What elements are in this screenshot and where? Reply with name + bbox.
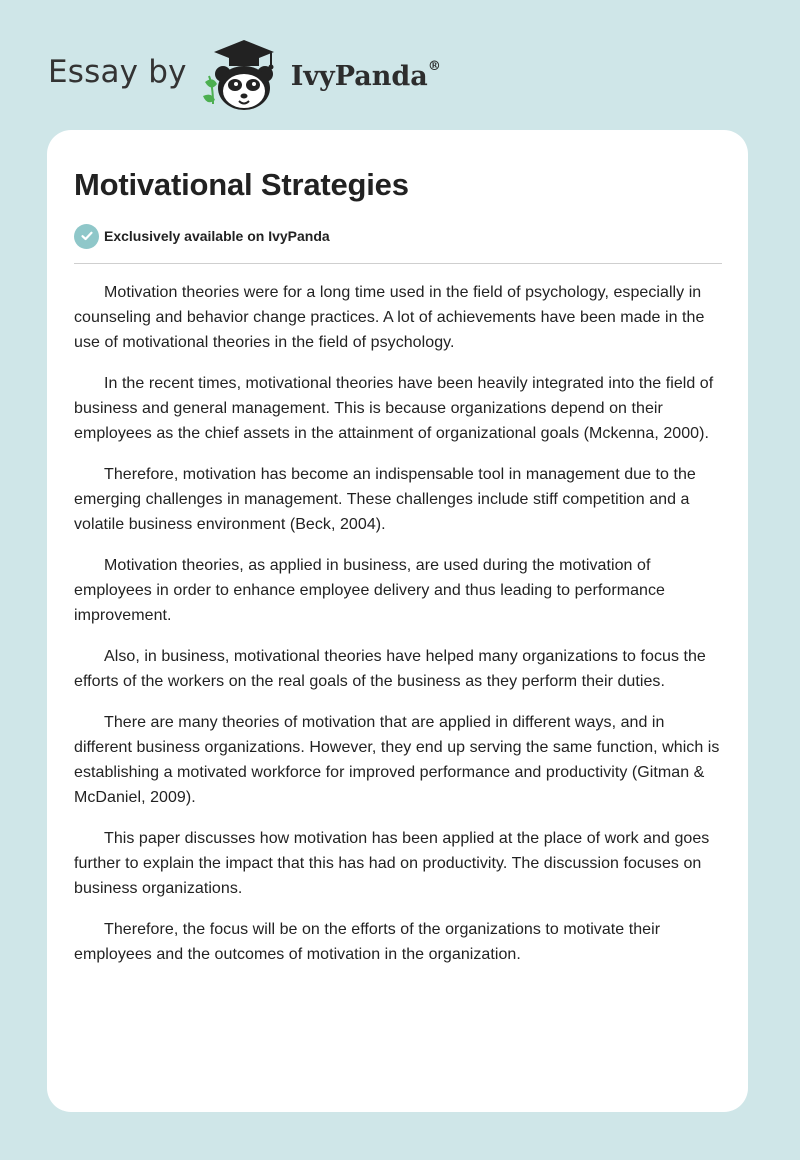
- exclusive-badge: [74, 222, 722, 250]
- trademark-symbol: ®: [427, 58, 441, 74]
- essay-body: [74, 280, 722, 967]
- essay-by-label: Essay by: [48, 54, 187, 90]
- paragraph: Therefore, motivation has become an indispensable tool in management due to the emerging challenges in management. These challenges include stiff competition and a volatile business environment (Beck, 2004).: [74, 466, 696, 533]
- check-icon: [74, 224, 99, 249]
- paragraph: Motivation theories were for a long time used in the field of psychology, especially in counseling and behavior change practices. A lot of achievements have been made in the use of motivational theories in the field of psychology.: [74, 284, 705, 351]
- panda-graduate-icon[interactable]: [199, 34, 289, 114]
- essay-card: [47, 130, 748, 1112]
- site-header: [48, 34, 441, 114]
- divider: [74, 263, 722, 264]
- brand-name[interactable]: IvyPanda®: [290, 58, 441, 92]
- paragraph: There are many theories of motivation that are applied in different ways, and in different business organizations. However, they end up serving the same function, which is establishing a motivated workforce for improved performance and productivity (Gitman & McDaniel, 2009).: [74, 714, 720, 806]
- paragraph: In the recent times, motivational theories have been heavily integrated into the field of business and general management. This is because organizations depend on their employees as the chief assets in the attainment of organizational goals (Mckenna, 2000).: [74, 375, 714, 442]
- paragraph: Motivation theories, as applied in business, are used during the motivation of employees in order to enhance employee delivery and thus leading to performance improvement.: [74, 557, 665, 624]
- exclusive-label: Exclusively available on IvyPanda: [104, 228, 330, 244]
- paragraph: Therefore, the focus will be on the efforts of the organizations to motivate their employees and the outcomes of motivation in the organization.: [74, 921, 661, 963]
- paragraph: Also, in business, motivational theories have helped many organizations to focus the efforts of the workers on the real goals of the business as they perform their duties.: [74, 648, 706, 690]
- paragraph: This paper discusses how motivation has been applied at the place of work and goes further to explain the impact that this has had on productivity. The discussion focuses on business organizations.: [74, 830, 710, 897]
- page-title: Motivational Strategies: [74, 167, 409, 202]
